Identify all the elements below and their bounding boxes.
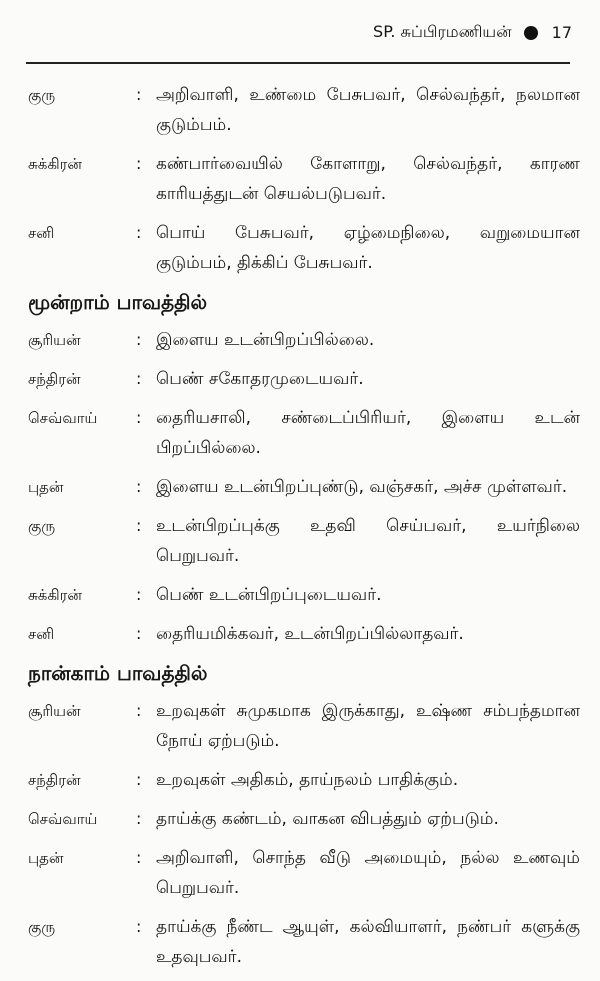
- planet-entry: [28, 912, 580, 972]
- bullet-dot-icon: [524, 26, 538, 40]
- planet-description: பெண் சகோதரமுடையவர்.: [156, 369, 364, 389]
- colon-separator: :: [136, 809, 142, 828]
- planet-description: கண்பார்வையில் கோளாறு, செல்வந்தர், காரண காரியத்துடன் செயல்படுபவர்.: [156, 154, 580, 204]
- colon-separator: :: [136, 154, 142, 173]
- colon-separator: :: [136, 330, 142, 349]
- planet-entry: [28, 580, 580, 610]
- colon-separator: :: [136, 477, 142, 496]
- section-heading: மூன்றாம் பாவத்தில்: [28, 290, 208, 314]
- planet-description: உறவுகள் சுமுகமாக இருக்காது, உஷ்ண சம்பந்தமான நோய் ஏற்படும்.: [156, 701, 580, 751]
- page-number: 17: [551, 23, 572, 42]
- planet-description: உறவுகள் அதிகம், தாய்நலம் பாதிக்கும்.: [156, 770, 459, 790]
- section-heading: நான்காம் பாவத்தில்: [28, 661, 208, 685]
- page-header: [373, 22, 572, 43]
- planet-name: புதன்: [28, 478, 64, 496]
- colon-separator: :: [136, 408, 142, 427]
- planet-name: சனி: [28, 224, 55, 242]
- planet-description: இளைய உடன்பிறப்புண்டு, வஞ்சகர், அச்ச முள்ளவர்.: [156, 477, 568, 497]
- colon-separator: :: [136, 369, 142, 388]
- planet-name: சந்திரன்: [28, 370, 81, 388]
- planet-entry: [28, 511, 580, 571]
- planet-entry: [28, 765, 580, 795]
- planet-description: பொய் பேசுபவர், ஏழ்மைநிலை, வறுமையான குடும்பம், திக்கிப் பேசுபவர்.: [156, 223, 580, 273]
- planet-description: பெண் உடன்பிறப்புடையவர்.: [156, 585, 382, 605]
- planet-name: செவ்வாய்: [28, 409, 98, 427]
- colon-separator: :: [136, 917, 142, 936]
- planet-name: சூரியன்: [28, 702, 81, 720]
- planet-entry: [28, 696, 580, 756]
- colon-separator: :: [136, 624, 142, 643]
- colon-separator: :: [136, 516, 142, 535]
- planet-name: சந்திரன்: [28, 771, 81, 789]
- colon-separator: :: [136, 223, 142, 242]
- colon-separator: :: [136, 585, 142, 604]
- planet-entry: [28, 403, 580, 463]
- planet-description: இளைய உடன்பிறப்பில்லை.: [156, 330, 375, 350]
- planet-entry: [28, 149, 580, 209]
- planet-name: செவ்வாய்: [28, 810, 98, 828]
- page-body: [28, 80, 580, 981]
- planet-description: தாய்க்கு நீண்ட ஆயுள், கல்வியாளர், நண்பர் களுக்கு உதவுபவர்.: [156, 917, 580, 967]
- planet-entry: [28, 619, 580, 649]
- planet-name: சனி: [28, 625, 55, 643]
- planet-description: தாய்க்கு கண்டம், வாகன விபத்தும் ஏற்படும்.: [156, 809, 499, 829]
- planet-name: குரு: [28, 918, 56, 936]
- planet-entry: [28, 325, 580, 355]
- planet-name: குரு: [28, 517, 56, 535]
- planet-description: தைரியமிக்கவர், உடன்பிறப்பில்லாதவர்.: [156, 624, 464, 644]
- planet-entry: [28, 843, 580, 903]
- colon-separator: :: [136, 848, 142, 867]
- colon-separator: :: [136, 770, 142, 789]
- colon-separator: :: [136, 85, 142, 104]
- planet-description: அறிவாளி, சொந்த வீடு அமையும், நல்ல உணவும் பெறுபவர்.: [156, 848, 580, 898]
- header-rule: [26, 62, 570, 64]
- running-head-author: SP. சுப்பிரமணியன்: [373, 22, 512, 41]
- planet-name: குரு: [28, 86, 56, 104]
- planet-name: சுக்கிரன்: [28, 155, 82, 173]
- planet-name: புதன்: [28, 849, 64, 867]
- planet-entry: [28, 80, 580, 140]
- colon-separator: :: [136, 701, 142, 720]
- planet-entry: [28, 804, 580, 834]
- planet-entry: [28, 364, 580, 394]
- planet-description: அறிவாளி, உண்மை பேசுபவர், செல்வந்தர், நலமான குடும்பம்.: [156, 85, 580, 135]
- planet-name: சுக்கிரன்: [28, 586, 82, 604]
- planet-description: உடன்பிறப்புக்கு உதவி செய்பவர், உயர்நிலை பெறுபவர்.: [156, 516, 580, 566]
- planet-entry: [28, 218, 580, 278]
- planet-name: சூரியன்: [28, 331, 81, 349]
- planet-description: தைரியசாலி, சண்டைப்பிரியர், இளைய உடன் பிறப்பில்லை.: [156, 408, 580, 458]
- planet-entry: [28, 472, 580, 502]
